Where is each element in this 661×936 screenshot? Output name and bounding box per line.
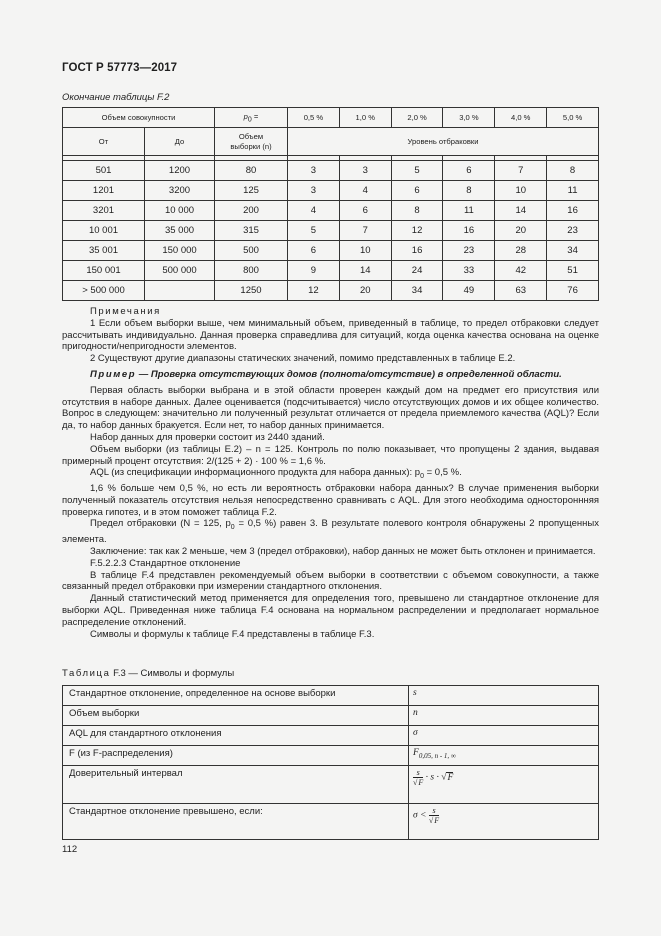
table-cell: 8 — [443, 181, 495, 201]
notes-block — [62, 306, 599, 640]
table-f2-body — [63, 161, 599, 301]
table-cell: 7 — [495, 161, 547, 181]
term-cell: Стандартное отклонение, определенное на основе выборки — [63, 686, 409, 706]
table-cell: 4 — [288, 201, 340, 221]
example-paragraph: Первая область выборки выбрана и в этой области проверен каждый дом на предмет его присутствия или отсутствия в наборе данных. Далее оценивается (подсчитывается) число отсутствующих домов и их общее количество. Вопрос в следующем: значительно ли полученный результат отличается от предела приемлемого качества (AQL)? Если да, то набор данных бракуется. Если нет, то набор данных принимается. — [62, 384, 599, 432]
table-cell: 28 — [495, 241, 547, 261]
table-cell: 16 — [547, 201, 599, 221]
table-header-row — [63, 108, 599, 128]
symbol-cell: σ — [409, 726, 599, 746]
level-header: 4,0 % — [495, 108, 547, 128]
section-paragraph: Данный статистический метод применяется для определения того, превышено ли стандартное отклонение для выборки AQL. Приведенная ниже таблица F.4 основана на нормальном распределении и предполагает нормальное распределение отклонений. — [62, 593, 599, 628]
table-cell: 51 — [547, 261, 599, 281]
table-cell: 6 — [339, 201, 391, 221]
table-row — [63, 241, 599, 261]
table-cell: 35 001 — [63, 241, 145, 261]
table-cell: 24 — [391, 261, 443, 281]
table-cell: 10 — [339, 241, 391, 261]
table-cell: 35 000 — [145, 221, 215, 241]
table-row — [63, 766, 599, 804]
table-cell: 11 — [547, 181, 599, 201]
table-row — [63, 161, 599, 181]
table-cell: 16 — [391, 241, 443, 261]
table-cell: 80 — [215, 161, 288, 181]
table-cell: 8 — [391, 201, 443, 221]
level-header: 1,0 % — [339, 108, 391, 128]
symbol-cell: s — [409, 686, 599, 706]
p0-header: $p_0$ = — [215, 108, 288, 128]
table-row — [63, 281, 599, 301]
term-cell: AQL для стандартного отклонения — [63, 726, 409, 746]
formula-fraction: $\frac{s}{√F}$ — [413, 768, 424, 787]
note-2: 2 Существуют другие диапазоны статических значений, помимо представленных в таблице E.2. — [90, 353, 516, 365]
table-f2-caption: Окончание таблицы F.2 — [62, 92, 170, 103]
table-cell: 76 — [547, 281, 599, 301]
term-cell: Объем выборки — [63, 706, 409, 726]
table-cell: 12 — [391, 221, 443, 241]
symbol-cell: $F_{0,05, n - 1, \infty}$ — [409, 746, 599, 766]
document-header: ГОСТ Р 57773—2017 — [62, 62, 178, 74]
table-cell: 6 — [443, 161, 495, 181]
level-header: 3,0 % — [443, 108, 495, 128]
table-subheader-row — [63, 128, 599, 156]
table-cell: 501 — [63, 161, 145, 181]
example-paragraph: AQL (из спецификации информационного продукта для набора данных): $p_0 = 0,5$ %. — [90, 467, 462, 481]
table-row — [63, 686, 599, 706]
table-cell: 6 — [288, 241, 340, 261]
population-header: Объем совокупности — [63, 108, 215, 128]
term-cell: Доверительный интервал — [63, 766, 409, 804]
table-cell: 3 — [339, 161, 391, 181]
table-row — [63, 201, 599, 221]
table-cell: 20 — [495, 221, 547, 241]
symbol-cell: σ < $\frac{s}{√F}$ — [409, 804, 599, 840]
table-row — [63, 706, 599, 726]
table-cell: 34 — [391, 281, 443, 301]
table-cell: 3 — [288, 181, 340, 201]
table-cell: 500 — [215, 241, 288, 261]
table-cell: 500 000 — [145, 261, 215, 281]
reject-level-header: Уровень отбраковки — [288, 128, 599, 156]
table-row — [63, 804, 599, 840]
table-cell: 1201 — [63, 181, 145, 201]
table-cell: 6 — [391, 181, 443, 201]
table-cell: 16 — [443, 221, 495, 241]
level-header: 2,0 % — [391, 108, 443, 128]
table-cell: 3201 — [63, 201, 145, 221]
example-paragraph: Предел отбраковки (N = 125, $p_0 = 0,5$ %) равен 3. В результате полевого контроля обнаружены 2 пропущенных элемента. — [62, 518, 599, 546]
table-row — [63, 261, 599, 281]
formula-fraction: $\frac{s}{√F}$ — [428, 806, 440, 825]
symbol-cell: $\frac{s}{√F}$ · s · √F — [409, 766, 599, 804]
table-cell: 4 — [339, 181, 391, 201]
table-cell: 7 — [339, 221, 391, 241]
sample-size-header: Объем выборки (n) — [215, 128, 288, 156]
table-cell: 5 — [288, 221, 340, 241]
symbol-cell: n — [409, 706, 599, 726]
example-paragraph: Заключение: так как 2 меньше, чем 3 (предел отбраковки), набор данных не может быть отклонен и принимается. — [90, 545, 596, 557]
table-cell: 8 — [547, 161, 599, 181]
table-cell: 150 001 — [63, 261, 145, 281]
table-f3-caption: Таблица F.3 — Символы и формулы — [62, 668, 235, 679]
example-heading: Пример — Проверка отсутствующих домов (полнота/отсутствие) в определенной области. — [90, 368, 562, 380]
table-row — [63, 726, 599, 746]
table-cell: 11 — [443, 201, 495, 221]
table-cell: 150 000 — [145, 241, 215, 261]
to-header: До — [145, 128, 215, 156]
section-heading: F.5.2.2.3 Стандартное отклонение — [90, 557, 241, 569]
table-cell — [145, 281, 215, 301]
table-row — [63, 746, 599, 766]
table-cell: 800 — [215, 261, 288, 281]
table-cell: 23 — [547, 221, 599, 241]
from-header: От — [63, 128, 145, 156]
example-paragraph: 1,6 % больше чем 0,5 %, но есть ли вероятность отбраковки набора данных? В случае применения выборки полученный показатель отсутствия нельзя непосредственно сравнивать с AQL. Для этого необходима одностороннняя проверка гипотез, и в этом поможет таблица F.2. — [62, 483, 599, 518]
table-cell: 9 — [288, 261, 340, 281]
term-cell: F (из F-распределения) — [63, 746, 409, 766]
table-cell: 10 — [495, 181, 547, 201]
table-cell: 20 — [339, 281, 391, 301]
table-cell: 23 — [443, 241, 495, 261]
example-paragraph: Объем выборки (из таблицы E.2) – n = 125. Контроль по полю показывает, что пропущены 2 здания, выдавая примерный процент отсутствия: 2/(125 + 2) · 100 % = 1,6 %. — [62, 443, 599, 467]
level-header: 5,0 % — [547, 108, 599, 128]
section-paragraph: В таблице F.4 представлен рекомендуемый объем выборки в соответствии с объемом совокупности, а также связанный предел отбраковки при измерении стандартного отклонения. — [62, 569, 599, 593]
table-cell: 14 — [495, 201, 547, 221]
table-cell: 49 — [443, 281, 495, 301]
table-row — [63, 221, 599, 241]
example-paragraph: Набор данных для проверки состоит из 2440 зданий. — [90, 431, 325, 443]
table-cell: 125 — [215, 181, 288, 201]
table-cell: > 500 000 — [63, 281, 145, 301]
page-number: 112 — [62, 844, 78, 855]
table-cell: 315 — [215, 221, 288, 241]
table-cell: 200 — [215, 201, 288, 221]
notes-heading: Примечания — [90, 306, 161, 317]
term-cell: Стандартное отклонение превышено, если: — [63, 804, 409, 840]
table-cell: 10 001 — [63, 221, 145, 241]
table-cell: 33 — [443, 261, 495, 281]
table-cell: 63 — [495, 281, 547, 301]
table-cell: 1250 — [215, 281, 288, 301]
level-header: 0,5 % — [288, 108, 340, 128]
table-cell: 14 — [339, 261, 391, 281]
table-cell: 1200 — [145, 161, 215, 181]
table-cell: 3 — [288, 161, 340, 181]
section-paragraph: Символы и формулы к таблице F.4 представлены в таблице F.3. — [90, 628, 375, 640]
table-cell: 5 — [391, 161, 443, 181]
table-cell: 34 — [547, 241, 599, 261]
table-cell: 12 — [288, 281, 340, 301]
note-1: 1 Если объем выборки выше, чем минимальный объем, приведенный в таблице, то предел отбраковки следует рассчитывать индивидуально. Данная проверка справедлива для ситуаций, когда оценка качества основана на оценке пригодности/непригодности элементов. — [62, 317, 599, 353]
table-f2 — [62, 107, 599, 301]
table-f3 — [62, 685, 599, 840]
table-row — [63, 181, 599, 201]
table-cell: 42 — [495, 261, 547, 281]
table-cell: 10 000 — [145, 201, 215, 221]
table-cell: 3200 — [145, 181, 215, 201]
